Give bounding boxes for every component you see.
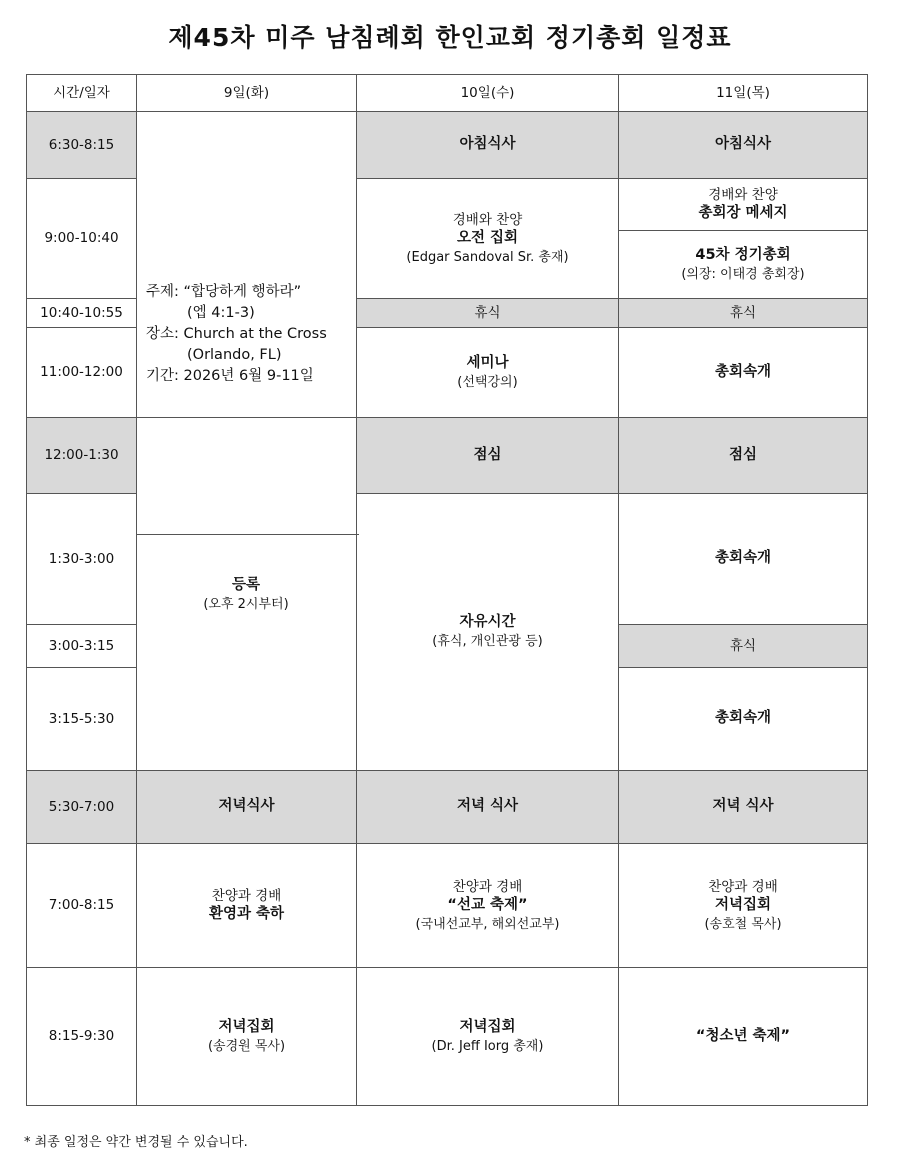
event-period: 기간: 2026년 6월 9-11일 xyxy=(146,368,314,385)
time-cell: 1:30-3:00 xyxy=(27,494,137,625)
day3-session-2: 총회속개 xyxy=(619,494,868,625)
day3-morning-1: 경배와 찬양 총회장 메세지 xyxy=(619,179,868,231)
time-cell: 12:00-1:30 xyxy=(27,418,137,494)
header-day-10: 10일(수) xyxy=(357,75,619,112)
header-row xyxy=(27,75,868,112)
event-place: 장소: Church at the Cross xyxy=(146,326,327,343)
registration-sub: (오후 2시부터) xyxy=(203,596,289,612)
table-row xyxy=(27,844,868,968)
time-cell: 10:40-10:55 xyxy=(27,299,137,328)
day2-free-time: 자유시간 (휴식, 개인관광 등) xyxy=(357,494,619,771)
day1-divider xyxy=(136,534,359,535)
page-title: 제45차 미주 남침례회 한인교회 정기총회 일정표 xyxy=(168,23,732,52)
table-row xyxy=(27,418,868,494)
header-time: 시간/일자 xyxy=(27,75,137,112)
time-cell: 3:15-5:30 xyxy=(27,668,137,771)
day2-morning: 경배와 찬양 오전 집회 (Edgar Sandoval Sr. 총재) xyxy=(357,179,619,299)
event-theme: 주제: “합당하게 행하라” xyxy=(146,284,302,300)
header-day-9: 9일(화) xyxy=(137,75,357,112)
time-cell: 11:00-12:00 xyxy=(27,328,137,418)
footnote: * 최종 일정은 약간 변경될 수 있습니다. xyxy=(24,1135,248,1150)
day2-dinner: 저녁 식사 xyxy=(357,771,619,844)
registration-title: 등록 xyxy=(231,577,260,593)
table-row xyxy=(27,968,868,1106)
header-day-11: 11일(목) xyxy=(619,75,868,112)
day3-break-2: 휴식 xyxy=(619,625,868,668)
day3-session-3: 총회속개 xyxy=(619,668,868,771)
day3-session-1: 총회속개 xyxy=(619,328,868,418)
day2-evening-2: 저녁집회 (Dr. Jeff Iorg 총재) xyxy=(357,968,619,1106)
time-cell: 6:30-8:15 xyxy=(27,112,137,179)
registration-block xyxy=(137,576,355,613)
time-cell: 8:15-9:30 xyxy=(27,968,137,1106)
day2-lunch: 점심 xyxy=(357,418,619,494)
day3-evening-1: 찬양과 경배 저녁집회 (송호철 목사) xyxy=(619,844,868,968)
day3-dinner: 저녁 식사 xyxy=(619,771,868,844)
event-verse: (엡 4:1-3) xyxy=(187,305,255,322)
day3-morning-2: 45차 정기총회 (의장: 이태경 총회장) xyxy=(619,231,868,299)
day3-lunch: 점심 xyxy=(619,418,868,494)
event-info xyxy=(137,282,356,387)
day2-breakfast: 아침식사 xyxy=(357,112,619,179)
day3-evening-2: “청소년 축제” xyxy=(619,968,868,1106)
day3-breakfast: 아침식사 xyxy=(619,112,868,179)
table-row xyxy=(27,112,868,179)
day1-evening-2: 저녁집회 (송경원 목사) xyxy=(137,968,357,1106)
day1-info-cell xyxy=(137,112,357,418)
day1-evening-1: 찬양과 경배 환영과 축하 xyxy=(137,844,357,968)
time-cell: 3:00-3:15 xyxy=(27,625,137,668)
time-cell: 5:30-7:00 xyxy=(27,771,137,844)
table-row xyxy=(27,771,868,844)
day2-seminar: 세미나 (선택강의) xyxy=(357,328,619,418)
time-cell: 7:00-8:15 xyxy=(27,844,137,968)
day1-dinner: 저녁식사 xyxy=(137,771,357,844)
time-cell: 9:00-10:40 xyxy=(27,179,137,299)
day3-break-1: 휴식 xyxy=(619,299,868,328)
event-city: (Orlando, FL) xyxy=(187,347,282,364)
day2-evening-1: 찬양과 경배 “선교 축제” (국내선교부, 해외선교부) xyxy=(357,844,619,968)
day2-break: 휴식 xyxy=(357,299,619,328)
